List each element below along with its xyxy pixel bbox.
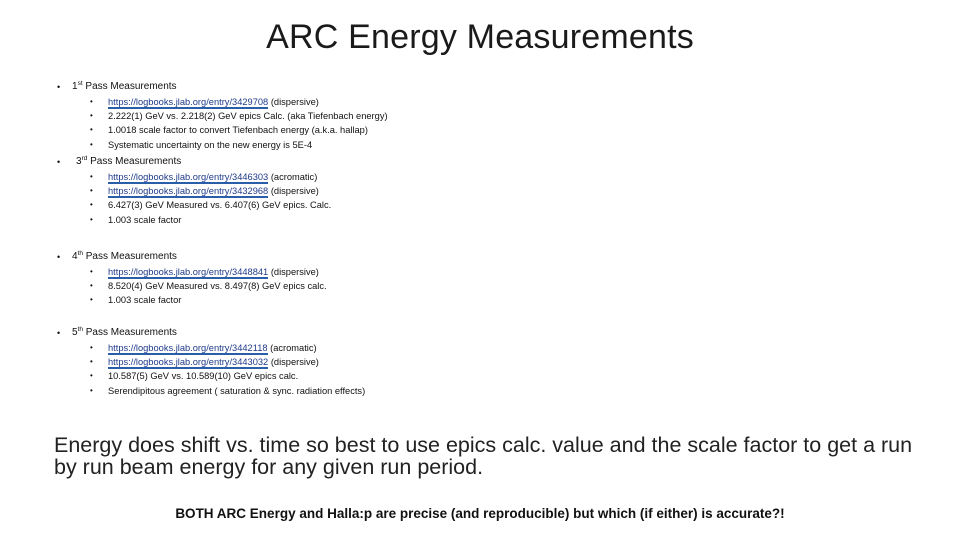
list-item: • https://logbooks.jlab.org/entry/3429708 (dispersive) <box>90 95 388 109</box>
bullet-icon: • <box>57 328 61 338</box>
list-item: • 2.222(1) GeV vs. 2.218(2) GeV epics Calc. (aka Tiefenbach energy) <box>90 109 388 123</box>
list-item: • https://logbooks.jlab.org/entry/3432968 (dispersive) <box>90 184 331 198</box>
item-list <box>90 95 388 152</box>
bullet-icon: • <box>90 371 93 381</box>
bullet-icon: • <box>57 252 61 262</box>
bullet-icon: • <box>90 139 93 149</box>
bullet-icon: • <box>90 357 93 367</box>
bullet-icon: • <box>90 281 93 291</box>
list-item: • https://logbooks.jlab.org/entry/3442118 (acromatic) <box>90 341 365 355</box>
bullet-icon: • <box>57 82 61 92</box>
item-list <box>90 341 365 398</box>
bullet-icon: • <box>57 157 61 167</box>
section-heading: 5th Pass Measurements <box>72 326 177 338</box>
bullet-icon: • <box>90 343 93 352</box>
list-item: • Systematic uncertainty on the new energy is 5E-4 <box>90 138 388 152</box>
list-item: • 10.587(5) GeV vs. 10.589(10) GeV epics calc. <box>90 369 365 383</box>
logbook-link[interactable]: https://logbooks.jlab.org/entry/3448841 <box>108 267 269 277</box>
list-item: • https://logbooks.jlab.org/entry/3446303 (acromatic) <box>90 170 331 184</box>
bullet-icon: • <box>90 172 93 181</box>
list-item: • 6.427(3) GeV Measured vs. 6.407(6) GeV epics. Calc. <box>90 198 331 212</box>
list-item: • https://logbooks.jlab.org/entry/3443032 (dispersive) <box>90 355 365 369</box>
list-item: • https://logbooks.jlab.org/entry/3448841 (dispersive) <box>90 265 327 279</box>
bullet-icon: • <box>90 214 93 224</box>
bullet-icon: • <box>90 200 93 210</box>
list-item: • 8.520(4) GeV Measured vs. 8.497(8) GeV epics calc. <box>90 279 327 293</box>
summary-text: Energy does shift vs. time so best to use epics calc. value and the scale factor to get a run by run beam energy for any given run period. <box>54 433 913 479</box>
section-heading: 4th Pass Measurements <box>72 250 177 262</box>
bullet-icon: • <box>90 125 93 135</box>
bullet-icon: • <box>90 295 93 305</box>
item-list <box>90 170 331 227</box>
section-heading: 1st Pass Measurements <box>72 80 177 92</box>
conclusion-text: BOTH ARC Energy and Halla:p are precise (and reproducible) but which (if either) is accurate?! <box>175 506 785 521</box>
bullet-icon: • <box>90 385 93 395</box>
item-list <box>90 265 327 308</box>
logbook-link[interactable]: https://logbooks.jlab.org/entry/3446303 <box>108 172 269 182</box>
bullet-icon: • <box>90 111 93 121</box>
list-item: • Serendipitous agreement ( saturation & sync. radiation effects) <box>90 384 365 398</box>
list-item: • 1.003 scale factor <box>90 213 331 227</box>
bullet-icon: • <box>90 97 93 106</box>
list-item: • 1.0018 scale factor to convert Tiefenbach energy (a.k.a. hallap) <box>90 123 388 137</box>
page-title: ARC Energy Measurements <box>266 18 694 56</box>
logbook-link[interactable]: https://logbooks.jlab.org/entry/3442118 <box>108 343 268 353</box>
list-item: • 1.003 scale factor <box>90 293 327 307</box>
section-heading: 3rd Pass Measurements <box>76 155 182 167</box>
logbook-link[interactable]: https://logbooks.jlab.org/entry/3429708 <box>108 97 269 107</box>
logbook-link[interactable]: https://logbooks.jlab.org/entry/3432968 <box>108 186 269 197</box>
logbook-link[interactable]: https://logbooks.jlab.org/entry/3443032 <box>108 357 269 368</box>
bullet-icon: • <box>90 267 93 276</box>
bullet-icon: • <box>90 186 93 196</box>
